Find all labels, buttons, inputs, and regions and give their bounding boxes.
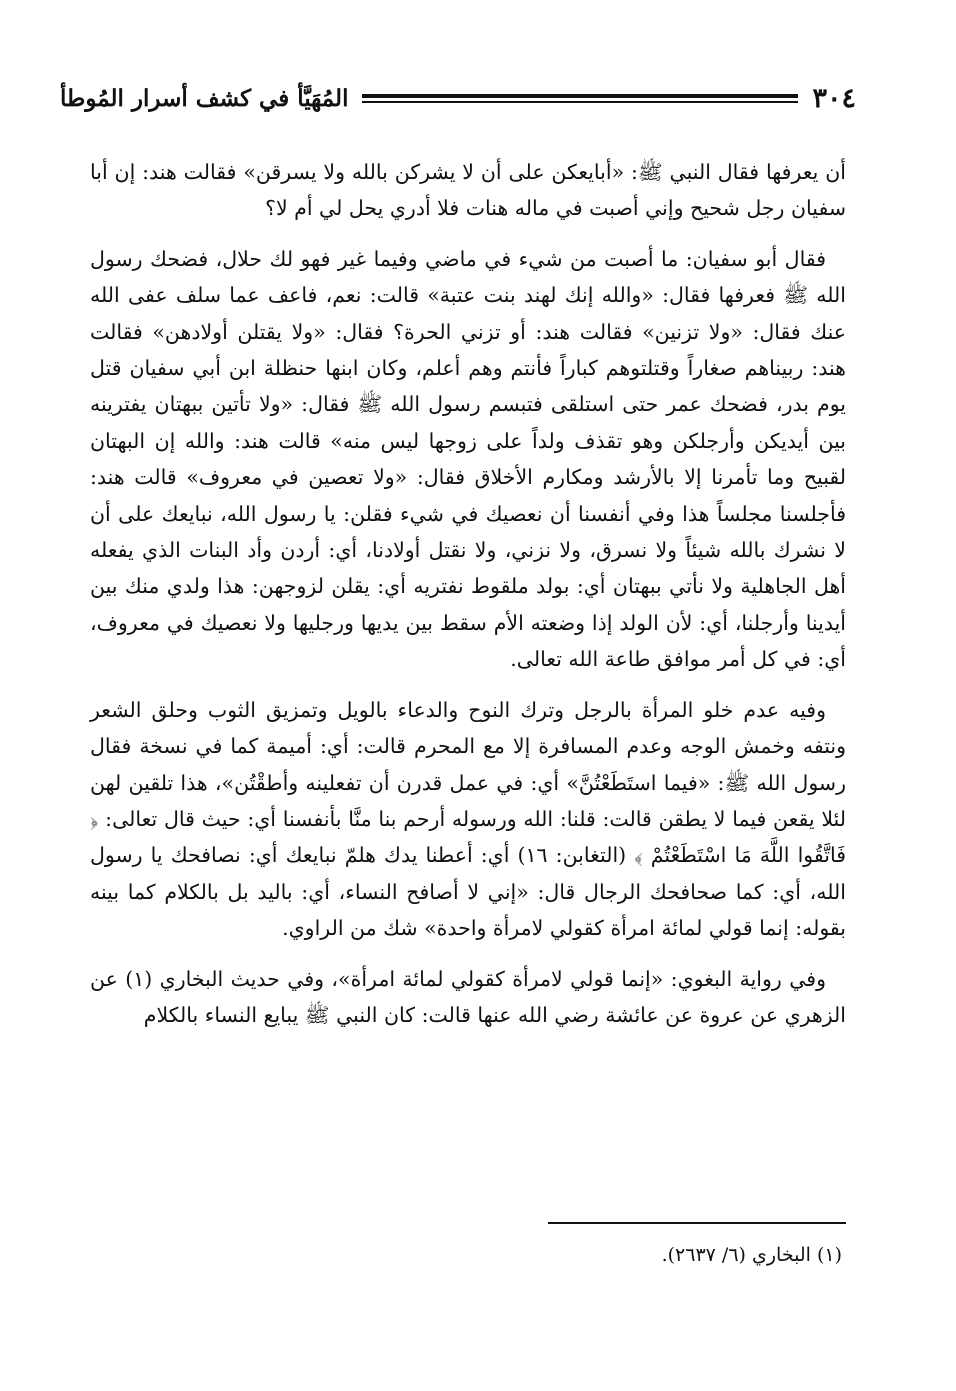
page-number: ٣٠٤ xyxy=(812,82,856,114)
page-header xyxy=(60,78,856,118)
footnote-separator xyxy=(548,1222,846,1224)
paragraph: وفي رواية البغوي: «إنما قولي لامرأة كقولي لمائة امرأة»، وفي حديث البخاري (١) عن الزهري عن عروة عن عائشة رضي الله عنها قالت: كان النبي ﷺ يبايع النساء بالكلام xyxy=(90,966,846,1027)
paragraph: أن يعرفها فقال النبي ﷺ: «أبايعكن على أن لا يشركن بالله ولا يسرقن» فقالت هند: إن أبا سفيان رجل شحيح وإني أصبت في ماله هنات فلا أدري يحل لي أم لا؟ xyxy=(90,160,846,221)
page-body xyxy=(90,154,846,1033)
header-rule xyxy=(362,94,798,103)
paragraph: وفيه عدم خلو المرأة بالرجل وترك النوح والدعاء بالويل وتمزيق الثوب وحلق الشعر ونتفه وخمش الوجه وعدم المسافرة إلا مع المحرم قالت: أي: أميمة كما في نسخة فقال رسول الله ﷺ: «فيما استَطَعْتُنَّ» أي: في عمل قدرن أن تفعلينه وأطقْتُن»، هذا تلقين لهن لئلا يقعن فيما لا يطقن قالت: قلنا: الله ورسوله أرحم بنا منَّا بأنفسنا أي: حيث قال تعالى: ﴿ فَاتَّقُوا اللَّهَ مَا اسْتَطَعْتُمْ ﴾ (التغابن: ١٦) أي: أعطنا يدك هلمّ نبايعك أي: نصافحك يا رسول الله، أي: كما صحافحك الرجال قال: «إني لا أصافح النساء، أي: باليد بل بالكلام كما بينه بقوله: إنما قولي لمائة امرأة كقولي لامرأة واحدة» شك من الراوي. xyxy=(90,697,847,941)
footnote: (١) البخاري (٦/ ٢٦٣٧). xyxy=(661,1244,842,1266)
book-title: المُهَيَّأ في كشف أسرار المُوطأ xyxy=(60,84,349,112)
paragraph: فقال أبو سفيان: ما أصبت من شيء في ماضي وفيما غير فهو لك حلال، فضحك رسول الله ﷺ فعرفها فقال: «والله إنك لهند بنت عتبة» قالت: نعم، فاعف عما سلف عفى الله عنك فقال: «ولا تزنين» فقالت هند: أو تزني الحرة؟ فقال: «ولا يقتلن أولادهن» فقالت هند: ربيناهم صغاراً وقتلتوهم كباراً فأنتم وهم أعلم، وكان ابنها حنظلة ابن أبي سفيان قتل يوم بدر، فضحك عمر حتى استلقى فتبسم رسول الله ﷺ فقال: «ولا تأتين ببهتان يفترينه بين أيديكن وأرجلكن وهو تقذف ولداً على زوجها ليس منه» قالت هند: والله إن البهتان لقبيح وما تأمرنا إلا بالأرشد ومكارم الأخلاق فقال: «ولا تعصين في معروف» قالت هند: فأجلسنا مجلساً هذا وفي أنفسنا أن نعصيك في شيء فقلن: يا رسول الله، نبايعك على أن لا نشرك بالله شيئاً ولا نسرق، ولا نزني، ولا نقتل أولادنا، أي: أردن وأد البنات الذي يفعله أهل الجاهلية ولا نأتي ببهتان أي: بولد ملقوط نفتريه أي: يقلن لزوجهن: هذا ولدي منك بين أيدينا وأرجلنا، أي: لأن الولد إذا وضعته الأم سقط بين يديها ورجليها ولا نعصيك في معروف، أي: في كل أمر موافق طاعة الله تعالى. xyxy=(90,246,846,672)
